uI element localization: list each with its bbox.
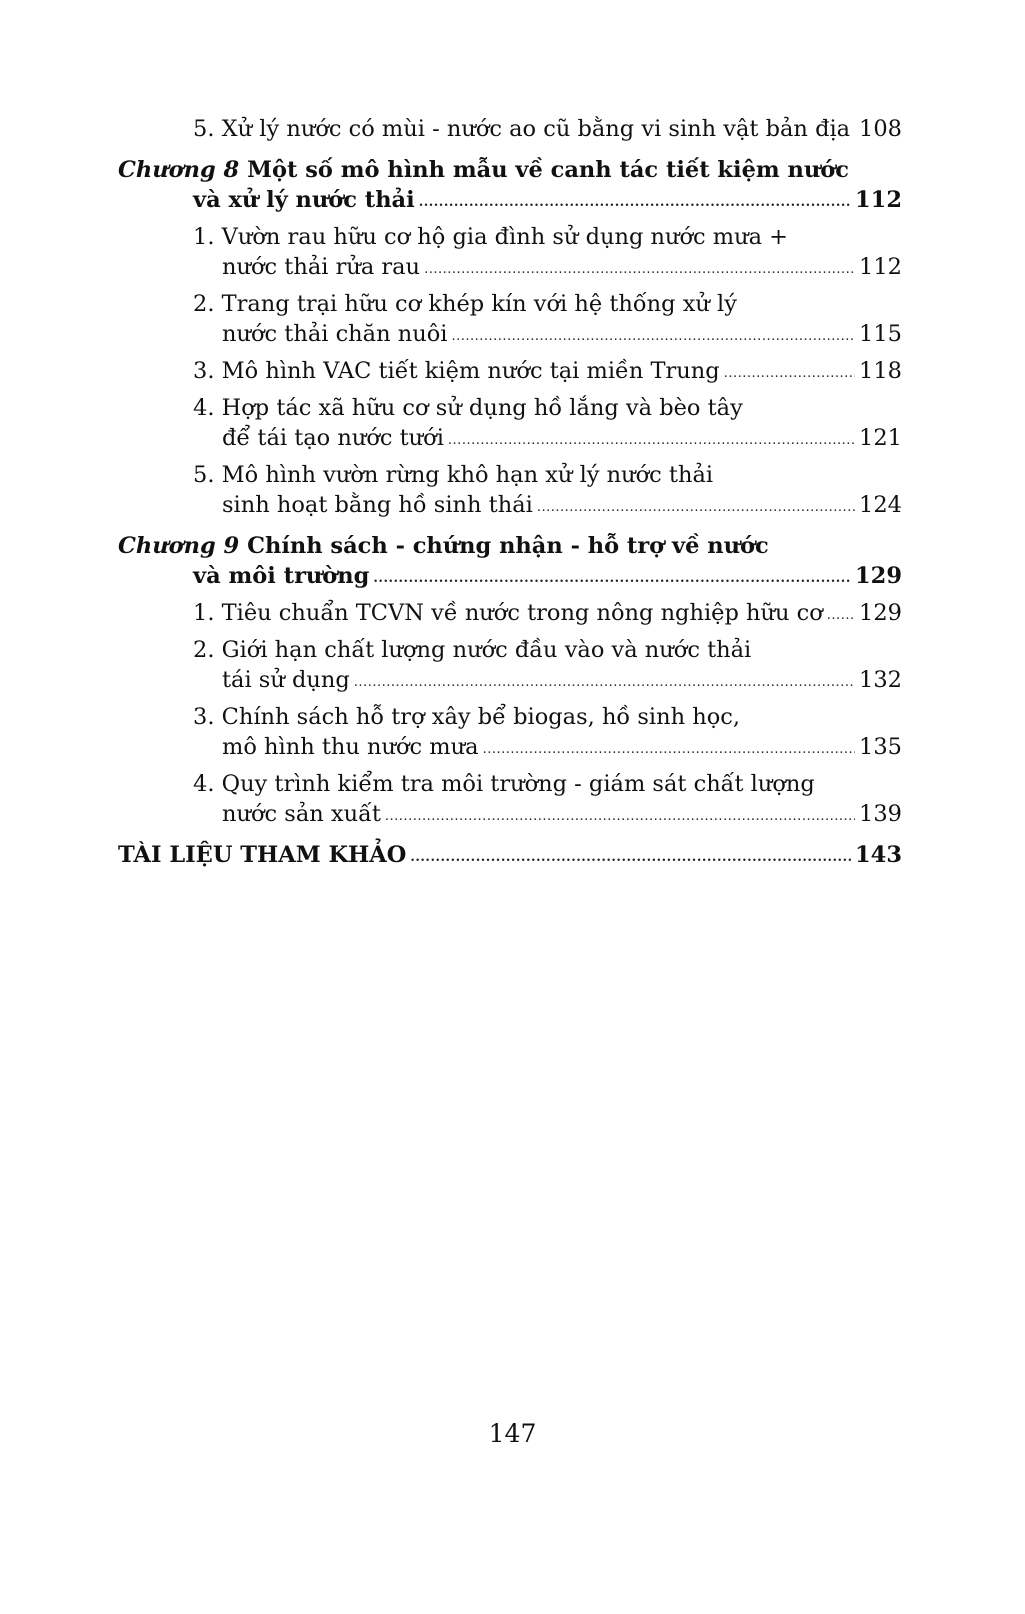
dot-leader [854, 125, 855, 144]
toc-entry-text: 5. Xử lý nước có mùi - nước ao cũ bằng vi sinh vật bản địa [193, 116, 851, 142]
toc-page-number: 108 [859, 116, 902, 142]
chapter-title-cont: và xử lý nước thải [193, 187, 415, 213]
chapter-label: Chương 9 [118, 533, 240, 559]
toc-entry-text-cont: để tái tạo nước tưới [222, 425, 444, 451]
toc-entry [118, 393, 902, 453]
chapter-9-block [118, 531, 902, 829]
toc-entry-text-cont: nước thải rửa rau [222, 254, 421, 280]
toc-entry-text-cont: tái sử dụng [222, 667, 350, 693]
chapter-heading [118, 531, 902, 561]
toc-page-number: 112 [859, 254, 902, 280]
toc-page-number: 143 [855, 842, 902, 868]
toc-entry [193, 114, 902, 144]
chapter-title: Một số mô hình mẫu về canh tác tiết kiệm nước [247, 157, 849, 183]
dot-leader [537, 501, 855, 520]
dot-leader [724, 367, 855, 386]
dot-leader [451, 330, 855, 349]
chapter-title: Chính sách - chứng nhận - hỗ trợ về nước [247, 533, 769, 559]
toc-page-number: 112 [855, 187, 902, 213]
chapter-heading [118, 155, 902, 185]
toc-entry [193, 598, 902, 628]
toc-entry [118, 222, 902, 282]
chapter-heading-continuation [193, 561, 902, 591]
toc-entry [118, 769, 902, 829]
toc-page-number: 129 [855, 563, 902, 589]
toc-page-number: 139 [859, 801, 902, 827]
toc-page-number: 121 [859, 425, 902, 451]
toc-page-number: 129 [859, 600, 902, 626]
toc-entry-text-cont: nước thải chăn nuôi [222, 321, 448, 347]
toc-entry [118, 635, 902, 695]
dot-leader [410, 851, 851, 870]
toc-entry-text: 1. Tiêu chuẩn TCVN về nước trong nông nghiệp hữu cơ [193, 600, 823, 626]
chapter-label: Chương 8 [118, 157, 240, 183]
toc-entry-text: 5. Mô hình vườn rừng khô hạn xử lý nước thải [193, 462, 714, 488]
page-number: 147 [488, 1419, 537, 1448]
toc-entry-text: 4. Quy trình kiểm tra môi trường - giám sát chất lượng [193, 771, 815, 797]
toc-page-number: 115 [859, 321, 902, 347]
toc-entry-text-cont: nước sản xuất [222, 801, 381, 827]
dot-leader [354, 676, 855, 695]
dot-leader [419, 196, 851, 215]
toc-entry-text: 2. Trang trại hữu cơ khép kín với hệ thống xử lý [193, 291, 737, 317]
toc-page-number: 135 [859, 734, 902, 760]
toc-references-entry [118, 840, 902, 870]
toc-entry-text: 3. Chính sách hỗ trợ xây bể biogas, hồ sinh học, [193, 704, 741, 730]
toc-entry-text-cont: mô hình thu nước mưa [222, 734, 479, 760]
dot-leader [448, 434, 855, 453]
table-of-contents [118, 114, 902, 870]
dot-leader [373, 572, 851, 591]
toc-entry-text: 4. Hợp tác xã hữu cơ sử dụng hồ lắng và bèo tây [193, 395, 743, 421]
toc-entry [118, 289, 902, 349]
toc-entry [118, 460, 902, 520]
toc-entry [118, 702, 902, 762]
dot-leader [385, 810, 855, 829]
toc-entry-text: 3. Mô hình VAC tiết kiệm nước tại miền Trung [193, 358, 720, 384]
dot-leader [483, 743, 855, 762]
dot-leader [424, 263, 855, 282]
chapter-8-block [118, 155, 902, 520]
toc-page-number: 118 [859, 358, 902, 384]
chapter-title-cont: và môi trường [193, 563, 370, 589]
toc-entry-text-cont: sinh hoạt bằng hồ sinh thái [222, 492, 533, 518]
toc-entry [193, 356, 902, 386]
dot-leader [827, 609, 855, 628]
toc-entry-text: 2. Giới hạn chất lượng nước đầu vào và nước thải [193, 637, 752, 663]
toc-page-number: 132 [859, 667, 902, 693]
toc-page-number: 124 [859, 492, 902, 518]
chapter-heading-continuation [193, 185, 902, 215]
references-heading: TÀI LIỆU THAM KHẢO [118, 842, 407, 868]
toc-entry-text: 1. Vườn rau hữu cơ hộ gia đình sử dụng nước mưa + [193, 224, 789, 250]
